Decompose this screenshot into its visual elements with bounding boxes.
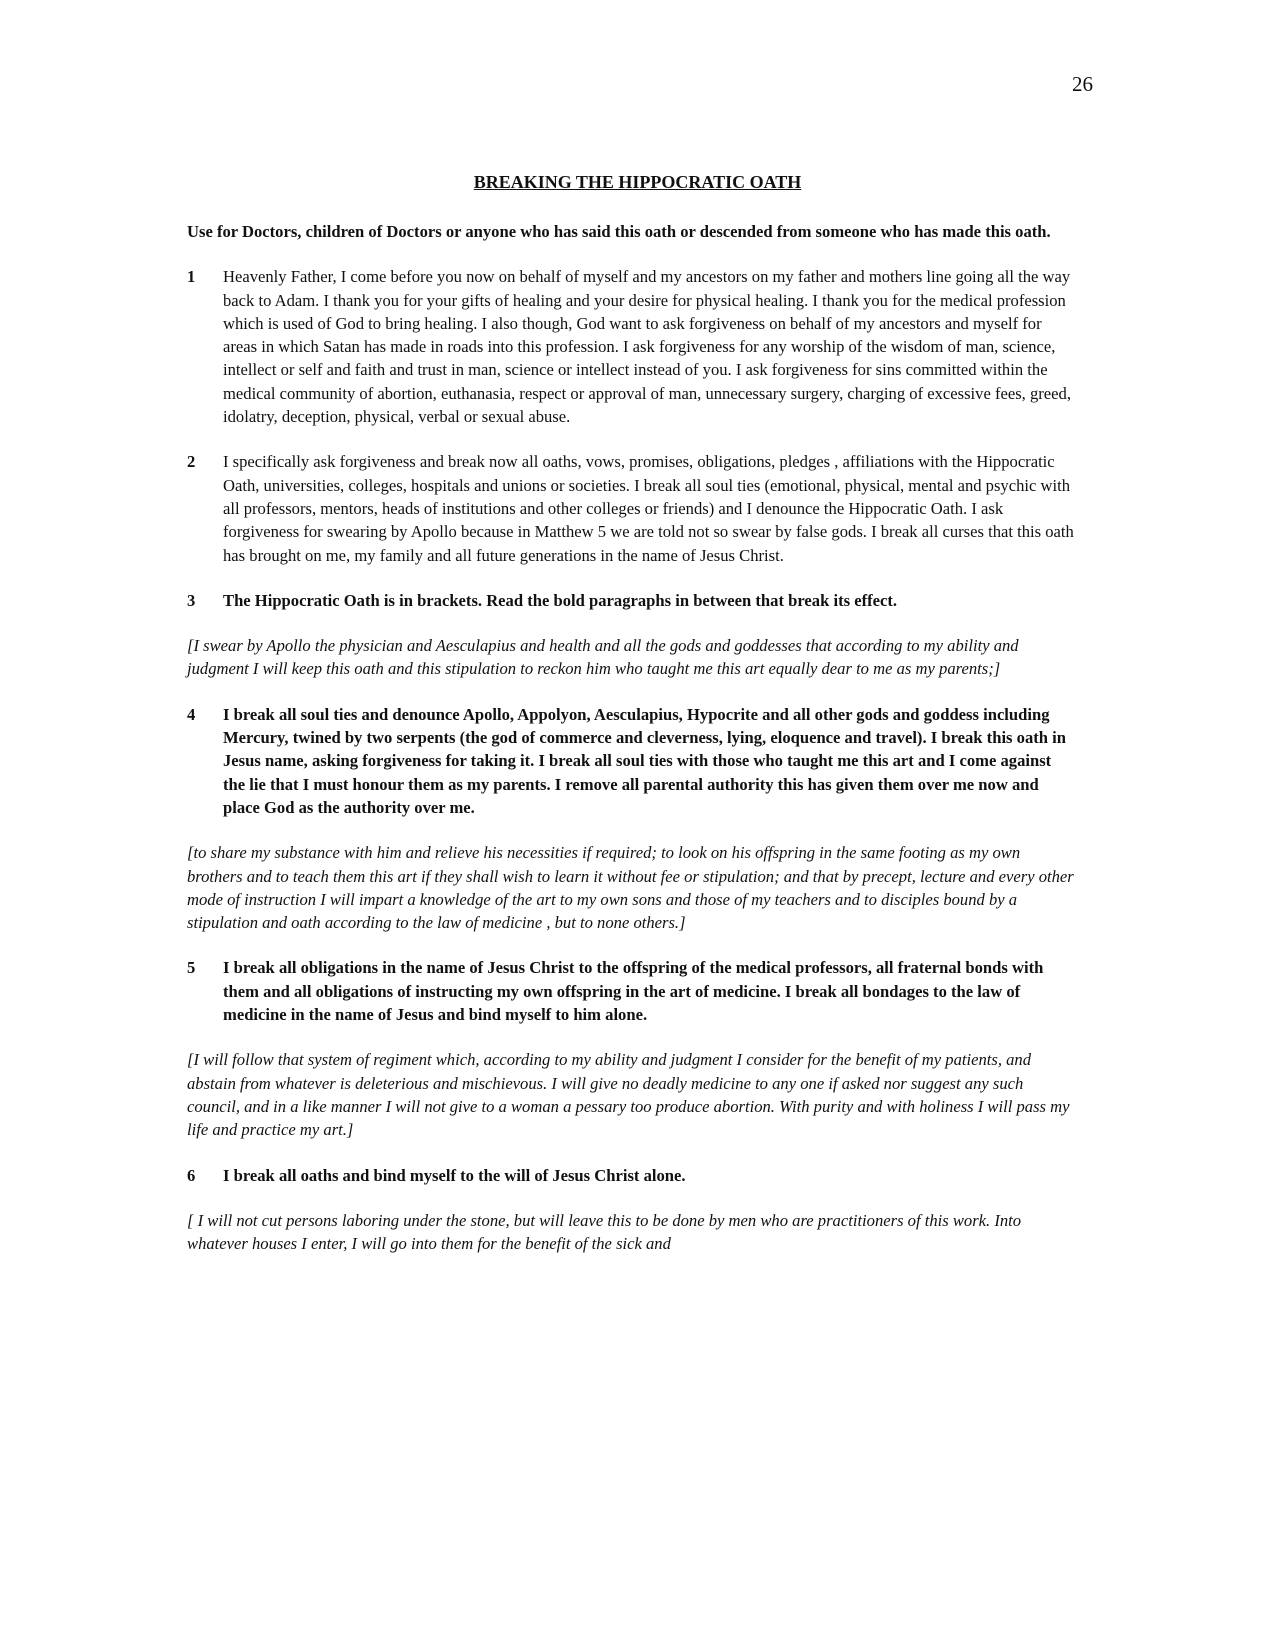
oath-passage-3: [I will follow that system of regiment which, according to my ability and judgment I consider for the benefit of my patients, and abstain from whatever is deleterious and mischievous. I will give no deadly medicine to any one if asked nor suggest any such council, and in a like manner I will not give to a woman a pessary too produce abortion. With purity and with holiness I will pass my life and practice my art.]: [187, 1050, 1070, 1140]
paragraph-number: 3: [187, 590, 196, 610]
paragraph-text: The Hippocratic Oath is in brackets. Read the bold paragraphs in between that break its effect.: [223, 590, 898, 610]
oath-passage-1: [I swear by Apollo the physician and Aesculapius and health and all the gods and goddesses that according to my ability and judgment I will keep this oath and this stipulation to reckon him who taught me this art equally dear to me as my parents;]: [187, 636, 1019, 679]
oath-passage-4: [ I will not cut persons laboring under the stone, but will leave this to be done by men who are practitioners of this work. Into whatever houses I enter, I will go into them for the benefit of the sick and: [187, 1210, 1022, 1254]
paragraph-number: 2: [187, 452, 196, 472]
numbered-paragraph-1: [187, 265, 1077, 428]
page-number: 26: [1072, 72, 1093, 96]
numbered-paragraph-3: [187, 589, 1077, 612]
paragraph-text: I specifically ask forgiveness and break now all oaths, vows, promises, obligations, pledges , affiliations with the Hippocratic Oath, universities, colleges, hospitals and unions or societies. I break all soul ties (emotional, physical, mental and psychic with all professors, mentors, heads of institutions and other colleges or friends) and I denounce the Hippocratic Oath. I ask forgiveness for swearing by Apollo because in Matthew 5 we are told not so swear by false gods. I break all curses that this oath has brought on me, my family and all future generations in the name of Jesus Christ.: [223, 452, 1074, 565]
numbered-paragraph-5: [187, 956, 1077, 1026]
paragraph-text: I break all obligations in the name of Jesus Christ to the offspring of the medical professors, all fraternal bonds with them and all obligations of instructing my own offspring in the art of medicine. I break all bondages to the law of medicine in the name of Jesus and bind myself to him alone.: [223, 958, 1044, 1025]
paragraph-number: 5: [187, 958, 196, 978]
page-title: BREAKING THE HIPPOCRATIC OATH: [473, 172, 802, 192]
paragraph-number: 1: [187, 267, 196, 287]
intro-paragraph: Use for Doctors, children of Doctors or anyone who has said this oath or descended from someone who has made this oath.: [187, 222, 1051, 241]
paragraph-text: Heavenly Father, I come before you now on behalf of myself and my ancestors on my father and mothers line going all the way back to Adam. I thank you for your gifts of healing and your desire for physical healing. I thank you for the medical profession which is used of God to bring healing. I also though, God want to ask forgiveness on behalf of my ancestors and myself for areas in which Satan has made in roads into this profession. I ask forgiveness for any worship of the wisdom of man, science, intellect or self and faith and trust in man, science or intellect instead of you. I ask forgiveness for sins committed within the medical community of abortion, euthanasia, respect or approval of man, unnecessary surgery, charging of excessive fees, greed, idolatry, deception, physical, verbal or sexual abuse.: [223, 267, 1071, 427]
numbered-paragraph-4: [187, 703, 1077, 819]
paragraph-number: 6: [187, 1165, 196, 1185]
paragraph-text: I break all soul ties and denounce Apollo, Appolyon, Aesculapius, Hypocrite and all other gods and goddess including Mercury, twined by two serpents (the god of commerce and cleverness, lying, eloquence and travel). I break this oath in Jesus name, asking forgiveness for taking it. I break all soul ties with those who taught me this art and I come against the lie that I must honour them as my parents. I remove all parental authority this has given them over me now and place God as the authority over me.: [223, 704, 1066, 817]
numbered-paragraph-6: [187, 1164, 1077, 1187]
paragraph-text: I break all oaths and bind myself to the will of Jesus Christ alone.: [223, 1165, 686, 1185]
numbered-paragraph-2: [187, 450, 1077, 566]
paragraph-number: 4: [187, 704, 196, 724]
document-body: [187, 220, 1077, 1277]
oath-passage-2: [to share my substance with him and relieve his necessities if required; to look on his offspring in the same footing as my own brothers and to teach them this art if they shall wish to learn it without fee or stipulation; and that by precept, lecture and every other mode of instruction I will impart a knowledge of the art to my own sons and those of my teachers and to disciples bound by a stipulation and oath according to the law of medicine , but to none others.]: [187, 843, 1074, 933]
